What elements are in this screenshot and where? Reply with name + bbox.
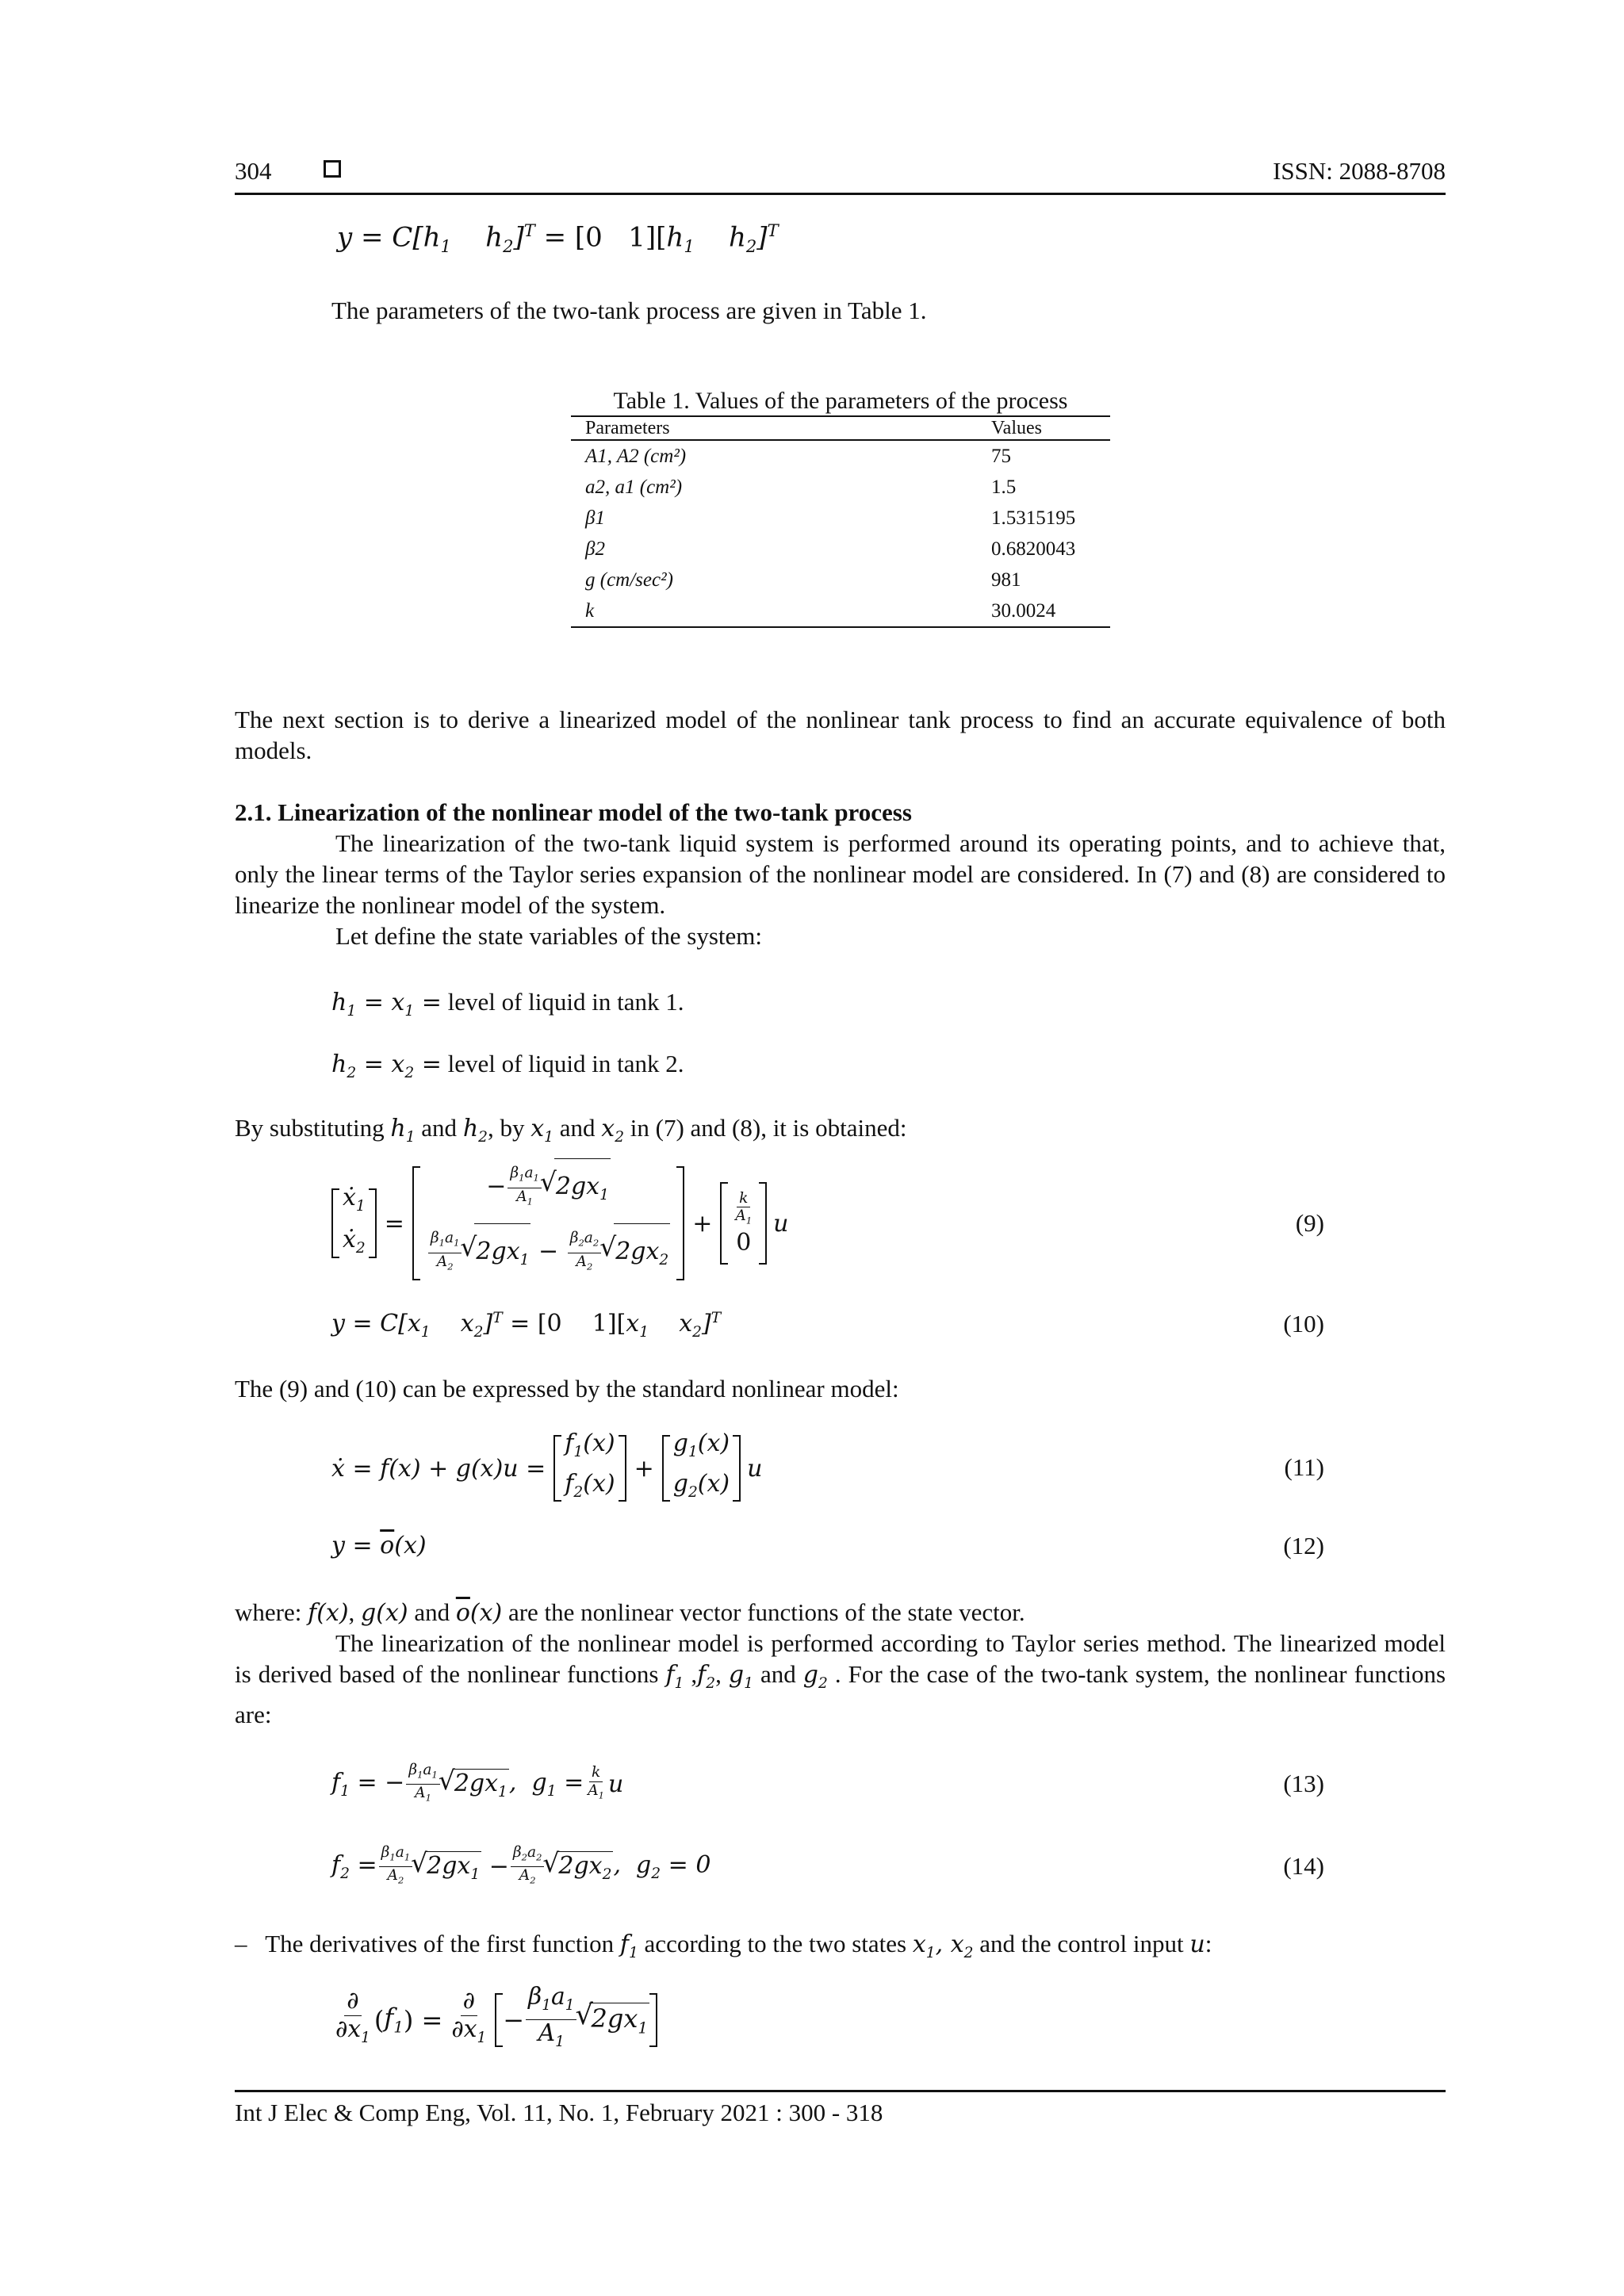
state-definition-1-text: level of liquid in tank 1.	[447, 988, 684, 1016]
value-cell: 1.5315195	[991, 507, 1076, 529]
taylor-paragraph: The linearization of the nonlinear model is performed according to Taylor series method. The linearized model is derived based of the nonlinear functions $f_1$ $,f_2$, $g_1$ and $g_2$ . For the case of the two-tank system, the nonlinear functions are:	[235, 1629, 1446, 1728]
table-row	[571, 472, 1110, 503]
table-reference-sentence: The parameters of the two-tank process are given in Table 1.	[331, 297, 927, 324]
page-number: 304	[235, 157, 272, 185]
state-definition-2-text: level of liquid in tank 2.	[447, 1050, 684, 1077]
table-1	[571, 387, 1110, 628]
table-caption: Table 1. Values of the parameters of the process	[613, 388, 1068, 414]
where-text-c: are the nonlinear vector functions of the state vector.	[508, 1598, 1025, 1626]
equation-11: ẋ = f(x) + g(x)u = $f_1(x)$ $f_2(x)$ + $g_1(x)$ $g_2(x)$ u	[331, 1429, 763, 1501]
table-row	[571, 595, 1110, 627]
output-equation-h: $y = C[h_1$ $h_2]^T = [0$ $1][h_1$ $h_2]^T$	[337, 220, 779, 257]
value-cell: 1.5	[991, 476, 1017, 498]
linearization-paragraph: The linearization of the two-tank liquid system is performed around its operating points, and to achieve that, only the linear terms of the Taylor series expansion of the nonlinear model are considered. In (7) and (8) are considered to linearize the nonlinear model of the system.	[235, 829, 1446, 919]
equation-14: $f_2$ = $\frac{\beta_1a_1}{A_2}$ √ $2gx_1$ − $\frac{\beta_2a_2}{A_2}$ √ $2gx_2$ , $g_2 = 0$	[331, 1844, 710, 1889]
issn-label: ISSN: 2088-8708	[1273, 157, 1446, 185]
subst-text-b: and	[421, 1114, 458, 1142]
state-definition-2: $h_2 = x_2$ = level of liquid in tank 2.	[331, 1050, 684, 1081]
equation-10: $y = C[x_1$ $x_2]^T = [0$ $1][x_1$ $x_2]^T$	[331, 1310, 722, 1341]
where-sentence: where: f(x), g(x) and $\overline{o}(x)$ are the nonlinear vector functions of the state vector.	[235, 1598, 1025, 1627]
equation-number-9: (9)	[1295, 1209, 1324, 1237]
header-rule	[235, 193, 1446, 195]
bullet-text-a: The derivatives of the first function	[265, 1930, 615, 1957]
param-cell: β2	[585, 538, 605, 560]
taylor-text-a: The linearization of the nonlinear model is performed according to Taylor series method. The linearized model is derived based of the nonlinear functions	[235, 1629, 1446, 1688]
equation-number-13: (13)	[1283, 1770, 1324, 1797]
taylor-text-b: and	[760, 1660, 796, 1688]
table-row	[571, 564, 1110, 595]
param-cell: A1, A2 (cm²)	[585, 445, 687, 467]
value-cell: 75	[991, 445, 1011, 467]
table-row	[571, 440, 1110, 472]
param-cell: g (cm/sec²)	[585, 568, 673, 591]
equation-number-12: (12)	[1283, 1532, 1324, 1559]
where-text-a: where:	[235, 1598, 302, 1626]
bullet-text-b: according to the two states	[644, 1930, 907, 1957]
col-header-parameters: Parameters	[585, 417, 670, 438]
where-text-b: and	[414, 1598, 450, 1626]
equation-number-11: (11)	[1284, 1453, 1324, 1481]
value-cell: 981	[991, 568, 1021, 591]
value-cell: 30.0024	[991, 599, 1056, 622]
table-row	[571, 534, 1110, 564]
substitution-sentence: By substituting $h_1$ and $h_2$, by $x_1$ and $x_2$ in (7) and (8), it is obtained:	[235, 1114, 907, 1146]
equation-number-10: (10)	[1283, 1310, 1324, 1337]
param-cell: β1	[585, 507, 605, 529]
section-title: 2.1. Linearization of the nonlinear model of the two-tank process	[235, 798, 912, 826]
table-row	[571, 503, 1110, 534]
taylor-text-c: . For the case of the two-tank system, the nonlinear functions are:	[235, 1660, 1446, 1728]
bullet-text-c: and the control input	[979, 1930, 1184, 1957]
subst-text-d: and	[559, 1114, 596, 1142]
equation-12: $y = \overline{o}(x)$	[331, 1532, 427, 1559]
parameter-table	[571, 417, 1110, 628]
param-cell: k	[585, 599, 595, 622]
value-cell: 0.6820043	[991, 538, 1076, 560]
state-variables-intro: Let define the state variables of the system:	[335, 922, 763, 950]
table-header-row	[571, 417, 1110, 440]
standard-model-sentence: The (9) and (10) can be expressed by the standard nonlinear model:	[235, 1375, 899, 1402]
footer-rule	[235, 2090, 1446, 2092]
equation-number-14: (14)	[1283, 1852, 1324, 1880]
equation-13: $f_1$ = − $\frac{\beta_1a_1}{A_1}$ √ $2gx_1$ , $g_1$ = $\frac{k}{A_1}$ u	[331, 1762, 623, 1807]
derivative-bullet: – The derivatives of the first function $f_1$ according to the two states $x_1$, $x_2$ and the control input u:	[235, 1930, 1212, 1961]
subst-text-a: By substituting	[235, 1114, 385, 1142]
partial-derivative-equation: $\frac{\partial}{\partial x_1}$ ( $f_1$ ) = $\frac{\partial}{\partial x_1}$ − $\frac{\beta_1a_1}{A_1}$ √ $2gx_1$	[331, 1984, 657, 2056]
col-header-values: Values	[991, 417, 1042, 438]
state-definition-1: $h_1 = x_1$ = level of liquid in tank 1.	[331, 988, 684, 1020]
subst-text-c: , by	[487, 1114, 525, 1142]
equation-9: ẋ$_1$ ẋ$_2$ = − $\frac{\beta_1a_1}{A_1}$ √ $2gx_1$ $\frac{\beta_1a_1}{A_2}$ √ $2gx_1$ − $\frac{\beta_2a_2}{A_2}$ √ $2gx_2$ + $\frac{k}{A_1}$ 0 u	[331, 1164, 788, 1283]
journal-citation: Int J Elec & Comp Eng, Vol. 11, No. 1, February 2021 : 300 - 318	[235, 2099, 883, 2126]
square-bullet-icon	[324, 160, 341, 178]
bullet-dash: –	[235, 1930, 247, 1957]
subst-text-e: in (7) and (8), it is obtained:	[630, 1114, 907, 1142]
next-section-paragraph: The next section is to derive a linearized model of the nonlinear tank process to find an accurate equivalence of both models.	[235, 706, 1446, 764]
param-cell: a2, a1 (cm²)	[585, 476, 683, 498]
